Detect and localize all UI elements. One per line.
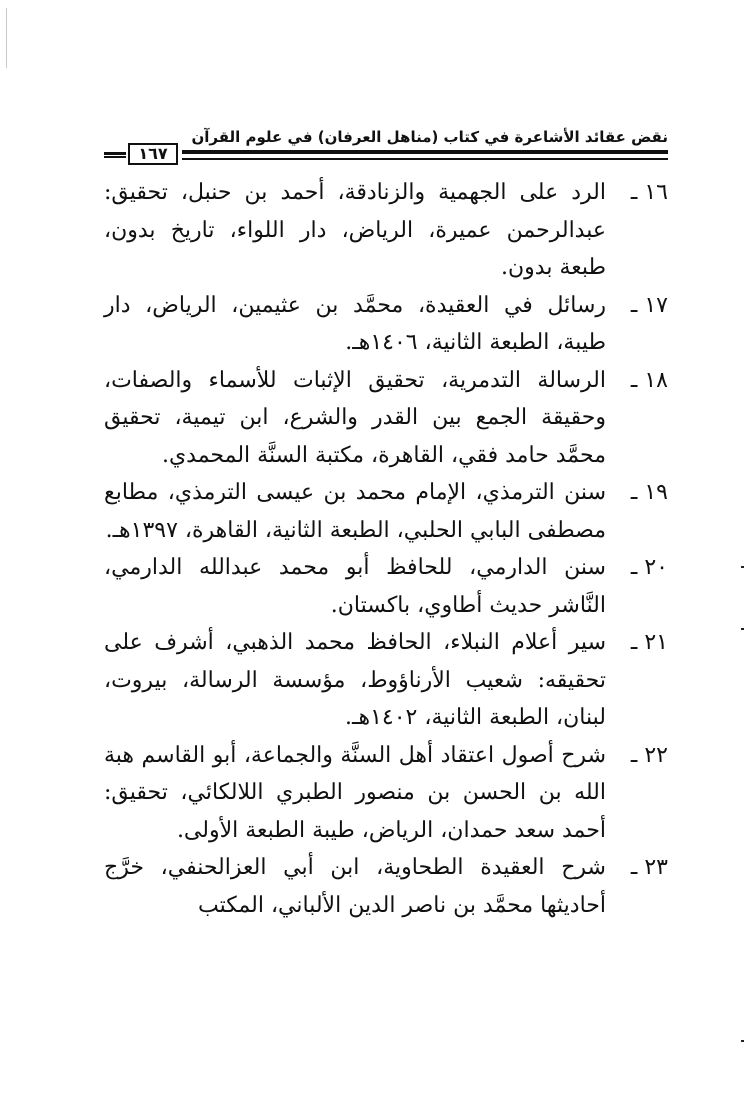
entry-number: ٢٣ ـ [630,855,668,880]
entry-text: الرد على الجهمية والزنادقة، أحمد بن حنبل، تحقيق: عبدالرحمن عميرة، الرياض، دار اللواء، تاريخ بدون، طبعة بدون. [104,180,606,280]
entry-number: ١٧ ـ [630,292,668,318]
entry-text: الرسالة التدمرية، تحقيق الإثبات للأسماء والصفات، وحقيقة الجمع بين القدر والشرع، ابن تيمية، تحقيق محمَّد حامد فقي، القاهرة، مكتبة السنَّة المحمدي. [104,367,606,468]
entry-text: سنن الدارمي، للحافظ أبو محمد عبدالله الدارمي، النَّاشر حديث أطاوي، باكستان. [104,555,606,618]
entry-text: سير أعلام النبلاء، الحافظ محمد الذهبي، أشرف على تحقيقه: شعيب الأرناؤوط، مؤسسة الرسالة، بيروت، لبنان، الطبعة الثانية، ١٤٠٢هـ. [104,630,606,730]
bibliography-list [104,174,668,924]
bibliography-entry-23 [104,849,668,924]
bibliography-entry-21 [104,624,668,737]
bibliography-entry-16 [104,174,668,287]
header-rule-left [104,152,126,158]
bibliography-entry-20 [104,549,668,624]
header-title: نقض عقائد الأشاعرة في كتاب (مناهل العرفان) في علوم القرآن [191,128,668,146]
entry-text: رسائل في العقيدة، محمَّد بن عثيمين، الرياض، دار طيبة، الطبعة الثانية، ١٤٠٦هـ. [104,292,606,355]
margin-mark [741,566,744,568]
margin-mark [741,1040,744,1042]
running-header [104,126,668,170]
entry-number: ٢٠ ـ [630,555,668,580]
entry-number: ٢١ ـ [630,630,668,655]
header-rule-right [182,150,668,160]
entry-text: شرح أصول اعتقاد أهل السنَّة والجماعة، أبو القاسم هبة الله بن الحسن بن منصور الطبري اللالكائي، تحقيق: أحمد سعد حمدان، الرياض، طيبة الطبعة الأولى. [104,742,606,843]
bibliography-entry-17 [104,287,668,362]
bibliography-entry-22 [104,737,668,850]
entry-number: ١٦ ـ [630,180,668,205]
entry-number: ١٨ ـ [630,367,668,393]
entry-number: ١٩ ـ [630,480,668,505]
bibliography-entry-18 [104,362,668,475]
entry-number: ٢٢ ـ [630,742,668,768]
entry-text: شرح العقيدة الطحاوية، ابن أبي العزالحنفي، خرَّج أحاديثها محمَّد بن ناصر الدين الألباني، المكتب [104,855,606,918]
page-edge-line [6,8,7,68]
entry-text: سنن الترمذي، الإمام محمد بن عيسى الترمذي، مطابع مصطفى البابي الحلبي، الطبعة الثانية، القاهرة، ١٣٩٧هـ. [104,480,606,543]
bibliography-entry-19 [104,474,668,549]
margin-mark [741,628,744,630]
page-number: ١٦٧ [128,143,178,165]
